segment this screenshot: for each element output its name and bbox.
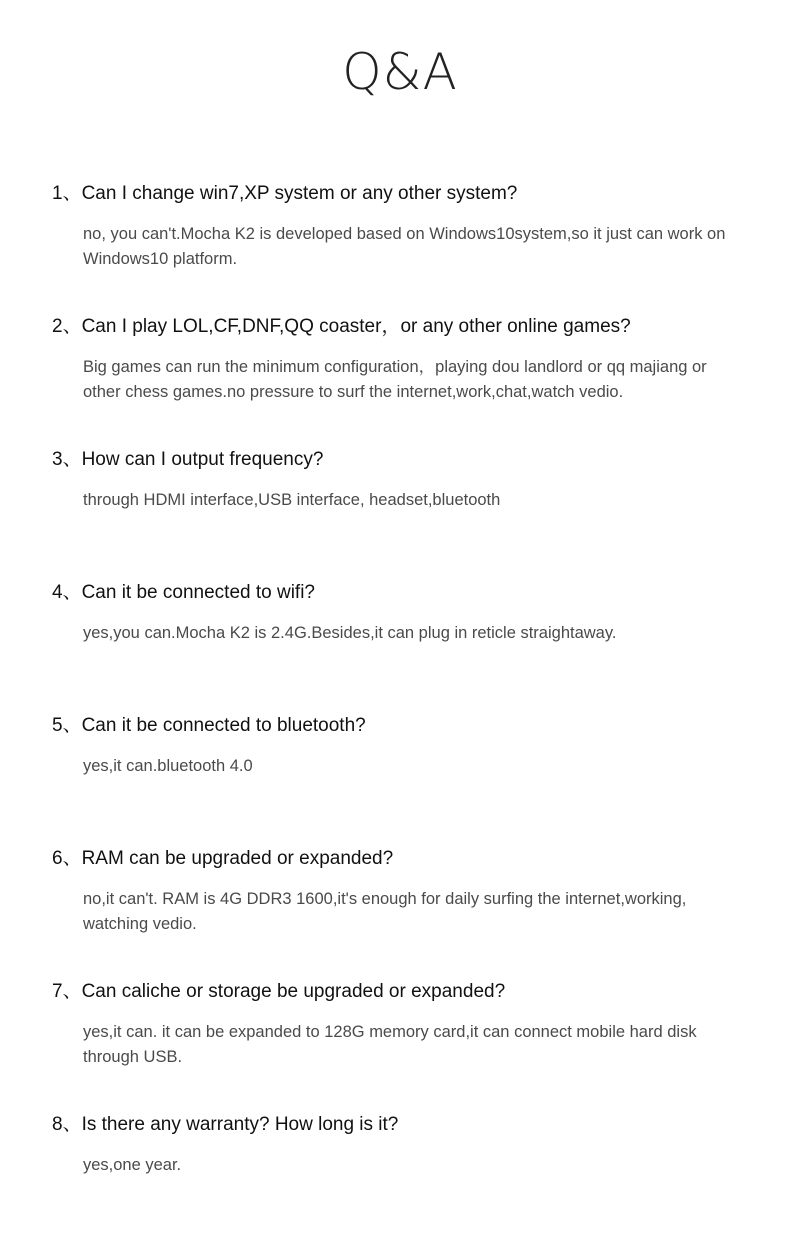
qa-item xyxy=(52,714,752,779)
answer: Big games can run the minimum configuration，playing dou landlord or qq majiang or other chess games.no pressure to surf the internet,work,chat,watch vedio. xyxy=(83,358,707,401)
answer: yes,it can. it can be expanded to 128G memory card,it can connect mobile hard disk through USB. xyxy=(83,1023,697,1066)
question: 3、How can I output frequency? xyxy=(52,449,324,470)
answer: through HDMI interface,USB interface, headset,bluetooth xyxy=(83,491,501,509)
question: 2、Can I play LOL,CF,DNF,QQ coaster，or any other online games? xyxy=(52,316,631,337)
question: 7、Can caliche or storage be upgraded or expanded? xyxy=(52,981,506,1002)
answer: no,it can't. RAM is 4G DDR3 1600,it's enough for daily surfing the internet,working, watching vedio. xyxy=(83,890,687,933)
answer: no, you can't.Mocha K2 is developed based on Windows10system,so it just can work on Windows10 platform. xyxy=(83,225,726,268)
question: 6、RAM can be upgraded or expanded? xyxy=(52,848,394,869)
qa-item xyxy=(52,182,752,272)
qa-item xyxy=(52,1113,752,1178)
question: 1、Can I change win7,XP system or any other system? xyxy=(52,183,518,204)
qa-item xyxy=(52,448,752,513)
qa-item xyxy=(52,315,752,405)
qa-item xyxy=(52,581,752,646)
answer: yes,one year. xyxy=(83,1156,182,1174)
page-title: Q&A xyxy=(342,43,458,101)
qa-item xyxy=(52,847,752,937)
question: 5、Can it be connected to bluetooth? xyxy=(52,715,366,736)
answer: yes,you can.Mocha K2 is 2.4G.Besides,it can plug in reticle straightaway. xyxy=(83,624,617,642)
question: 4、Can it be connected to wifi? xyxy=(52,582,315,603)
qa-item xyxy=(52,980,752,1070)
question: 8、Is there any warranty? How long is it? xyxy=(52,1114,399,1135)
answer: yes,it can.bluetooth 4.0 xyxy=(83,757,253,775)
